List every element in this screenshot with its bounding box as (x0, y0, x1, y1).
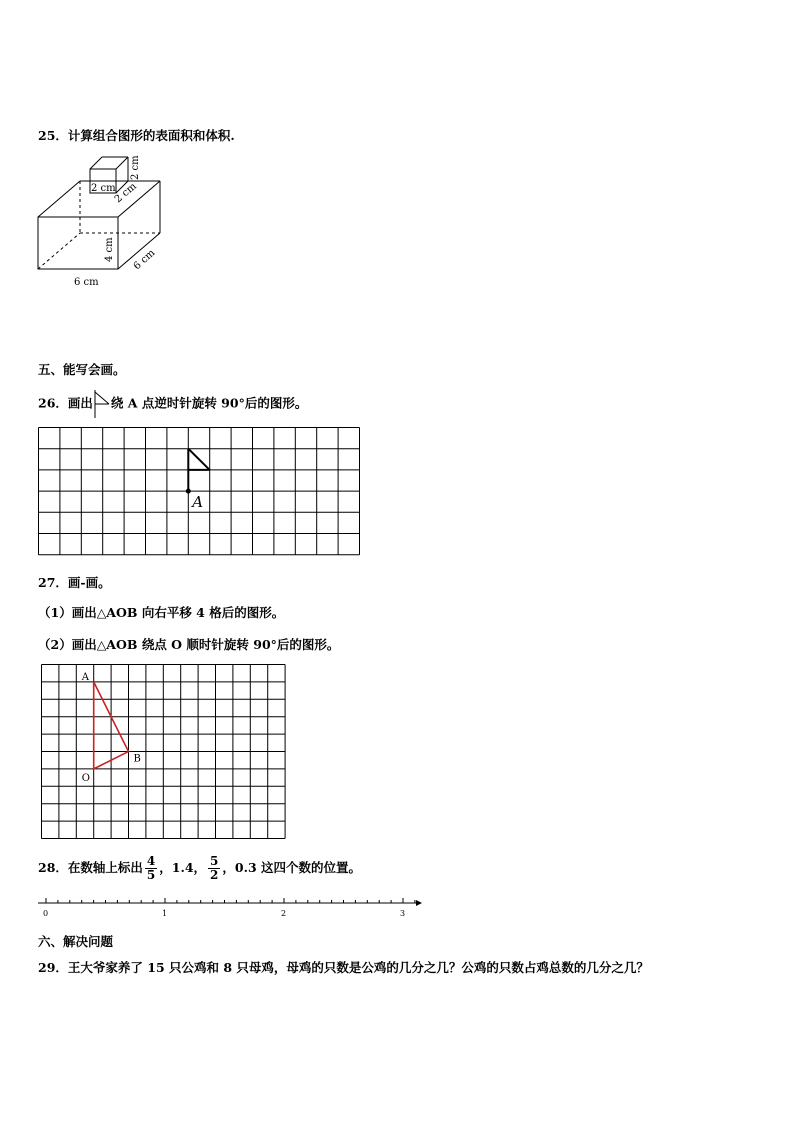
q25-prompt: 计算组合图形的表面积和体积. (67, 128, 235, 143)
frac1-numerator: 4 (146, 854, 156, 868)
label-big-height: 4 cm (104, 237, 115, 262)
label-small-height: 2 cm (130, 155, 141, 180)
section6-title: 六、解决问题 (38, 934, 114, 949)
axis-tick-label: 1 (162, 909, 168, 918)
label-big-depth: 6 cm (131, 247, 158, 273)
q27-grid (41, 664, 287, 840)
q29-number: 29． (38, 960, 68, 975)
label-small-depth: 2 cm (112, 181, 139, 206)
axis-tick-label: 3 (400, 909, 406, 918)
q26-number: 26． (38, 395, 68, 411)
q29-text (38, 958, 649, 976)
frac2-numerator: 5 (210, 854, 219, 868)
q28-prompt-before: 在数轴上标出 (67, 860, 143, 875)
q27-sub1: （1）画出△AOB 向右平移 4 格后的图形。 (38, 605, 285, 620)
fraction-four-fifths (145, 855, 157, 882)
point-a-label: A (192, 493, 204, 512)
q28-sep1: ，1.4， (159, 860, 207, 875)
frac2-denominator: 2 (210, 868, 219, 882)
flag-slant (188, 449, 209, 470)
axis-arrow-icon (416, 900, 422, 906)
q28-text (38, 848, 361, 888)
q28-prompt-after: ，0.3 这四个数的位置。 (222, 860, 361, 875)
q27-number: 27． (38, 575, 68, 590)
point-a-dot (186, 489, 191, 494)
label-small-front: 2 cm (91, 183, 116, 194)
q28-number-axis (38, 895, 438, 925)
fraction-five-halves (208, 855, 220, 882)
label-a: A (81, 671, 89, 683)
label-b: B (133, 753, 141, 765)
label-o: O (81, 772, 90, 784)
flag-shape-icon (93, 390, 111, 418)
q26-grid (38, 427, 360, 555)
q26-prompt-before: 画出 (67, 395, 93, 411)
q27-sub2: （2）画出△AOB 绕点 O 顺时针旋转 90°后的图形。 (38, 637, 340, 652)
axis-tick-label: 2 (281, 909, 287, 918)
q25-number: 25． (38, 128, 68, 143)
q27-text (38, 573, 111, 591)
label-big-width: 6 cm (74, 277, 99, 288)
q29-prompt: 王大爷家养了 15 只公鸡和 8 只母鸡，母鸡的只数是公鸡的几分之几？公鸡的只数占鸡总数的几分之几？ (67, 960, 649, 975)
q26-text (38, 390, 307, 418)
section5-title: 五、能写会画。 (38, 362, 126, 377)
q27-prompt: 画-画。 (67, 575, 111, 590)
q28-number: 28． (38, 860, 68, 875)
frac1-denominator: 5 (146, 868, 156, 882)
q26-prompt-after: 绕 A 点逆时针旋转 90°后的图形。 (110, 395, 308, 411)
axis-tick-label: 0 (43, 909, 49, 918)
